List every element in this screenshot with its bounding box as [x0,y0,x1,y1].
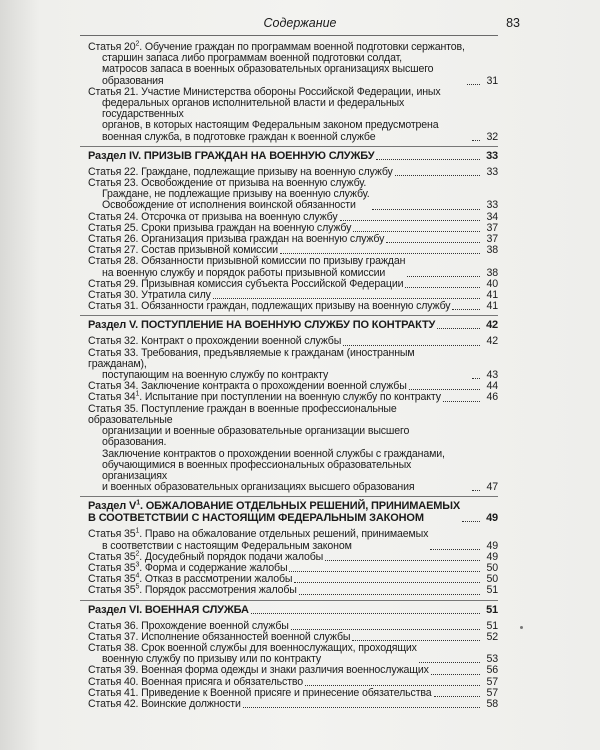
toc-entry-text: Статья 25. Сроки призыва граждан на военную службу [88,221,352,234]
toc-entry-text: Статья 31. Обязанности граждан, подлежащих призыву на военную службу [88,300,451,313]
toc-entry-page: 49 [486,550,498,563]
dot-leader [251,613,480,614]
toc-entry-text: старшин запаса либо программам военной подготовки солдат, [102,52,402,65]
dot-leader [343,345,480,346]
toc-entry-text: обучающимися в военных профессиональных образовательных организациях [102,458,412,482]
toc-entry-text: Статья 28. Обязанности призывной комиссии по призыву граждан [88,255,406,268]
dot-leader [452,309,480,310]
toc-entry-page: 42 [486,319,498,332]
toc-entry-page: 51 [486,603,498,616]
toc-entry [88,529,498,551]
toc-entry-text: Заключение контрактов о прохождении военной службы с гражданами, [102,447,445,460]
dot-leader [437,328,480,329]
toc-entry-text: Статья 38. Срок военной службы для военнослужащих, проходящих [88,641,417,654]
toc-entry-title [88,643,417,665]
section-divider [80,146,498,147]
dot-leader [340,220,480,221]
toc-section-heading [88,604,498,616]
toc-entry-line [88,512,460,524]
toc-entry-page: 32 [486,130,498,143]
toc-entry-line [88,585,297,596]
toc-entry-page: 49 [486,512,498,525]
toc-list [88,42,498,710]
toc-entry-page: 38 [486,266,498,279]
toc-entry-title [88,256,405,278]
dot-leader [213,298,480,299]
toc-entry-line [88,500,460,512]
dot-leader [405,287,480,288]
dot-leader [472,140,480,141]
section-divider [80,600,498,601]
toc-entry [88,87,498,143]
dot-leader [372,209,480,210]
dot-leader [291,629,480,630]
toc-entry-text: Статья 40. Военная присяга и обязательство [88,675,303,688]
toc-entry [88,404,498,494]
section-divider [80,496,498,497]
toc-entry [88,643,498,665]
dot-leader [299,594,480,595]
toc-entry-title [88,178,370,212]
dot-leader [280,253,480,254]
toc-entry-text: Освобождение от исполнения воинской обязанности [102,199,356,212]
toc-entry-title [88,500,460,524]
toc-entry-title [88,404,470,494]
toc-entry-page: 43 [486,369,498,382]
toc-entry-text: . Порядок рассмотрения жалобы [139,584,297,597]
toc-entry-text: Раздел V. ПОСТУПЛЕНИЕ НА ВОЕННУЮ СЛУЖБУ ПО КОНТРАКТУ [88,319,436,332]
toc-entry-text: Статья 36. Прохождение военной службы [88,619,289,632]
dot-leader [434,696,480,697]
toc-entry-text: военную службу по призыву или по контракту [102,653,321,666]
toc-entry-page: 50 [486,561,498,574]
toc-entry-line [88,699,241,710]
dot-leader [305,685,480,686]
toc-entry-text: Статья 35. Поступление граждан в военные профессиональные образовательные [88,402,397,426]
toc-entry-text: Статья 33. Требования, предъявляемые к гражданам (иностранным гражданам), [88,346,415,370]
running-header [80,16,520,34]
dot-leader [352,640,480,641]
toc-entry-text: организации и военные образовательные организации высшего образования. [102,425,410,449]
table-of-contents [88,42,498,710]
toc-entry-title [88,348,470,382]
toc-entry-text: . Форма и содержание жалобы [139,561,288,574]
toc-entry-page: 33 [486,165,498,178]
toc-entry-line [88,460,470,482]
dot-leader [472,378,480,379]
toc-entry-text: федеральных органов исполнительной власти и федеральных государственных [102,97,405,121]
toc-entry-page: 47 [486,481,498,494]
toc-entry-page: 52 [486,630,498,643]
toc-entry-title [88,319,435,331]
toc-entry-text: Статья 35 [88,573,136,586]
section-divider [80,315,498,316]
superscript: 3 [135,561,140,569]
toc-entry-text: Статья 39. Военная форма одежды и знаки различия военнослужащих [88,664,429,677]
toc-entry-text: Статья 30. Утратила силу [88,289,211,302]
dot-leader [294,582,480,583]
dot-leader [419,662,480,663]
toc-entry-text: . Отказ в рассмотрении жалобы [139,573,293,586]
toc-entry-line [88,348,470,370]
toc-entry-text: Статья 35 [88,550,136,563]
toc-entry-text: Статья 42. Воинские должности [88,697,241,710]
toc-entry-page: 33 [486,149,498,162]
toc-entry-text: Статья 26. Организация призыва граждан на военную службу [88,233,385,246]
toc-entry-text: Статья 22. Граждане, подлежащие призыву на военную службу [88,165,393,178]
dot-leader [289,571,480,572]
toc-entry-page: 53 [486,653,498,666]
toc-entry-page: 49 [486,539,498,552]
toc-entry [88,585,498,596]
toc-entry-page: 50 [486,573,498,586]
toc-entry-page: 51 [486,584,498,597]
toc-entry-page: 46 [486,391,498,404]
dot-leader [376,159,480,160]
toc-entry-text: Граждане, не подлежащие призыву на военную службу. [102,188,370,201]
superscript: 4 [135,572,140,580]
toc-entry-text: Статья 35 [88,584,136,597]
toc-entry [88,256,498,278]
toc-entry [88,699,498,710]
toc-entry-text: Раздел IV. ПРИЗЫВ ГРАЖДАН НА ВОЕННУЮ СЛУЖБУ [88,149,375,162]
running-header-title: Содержание [263,16,337,30]
dot-leader [443,401,480,402]
toc-entry-text: Статья 37. Исполнение обязанностей военной службы [88,630,351,643]
toc-entry-page: 38 [486,244,498,257]
toc-entry-page: 37 [486,221,498,234]
toc-entry-title [88,150,374,162]
toc-entry-text: Статья 32. Контракт о прохождении военной службы [88,335,342,348]
toc-entry-line [88,426,470,448]
toc-entry-text: на военную службу и порядок работы призывной комиссии [102,266,386,279]
toc-entry-title [88,301,450,312]
dot-leader [467,84,480,85]
dot-leader [462,521,480,522]
toc-entry-title [88,604,249,616]
dot-leader [243,707,480,708]
toc-entry-page: 57 [486,686,498,699]
toc-entry-text: органов, в которых настоящим Федеральным законом предусмотрена [102,119,439,132]
dot-leader [472,490,480,491]
toc-entry-text: Статья 21. Участие Министерства обороны Российской Федерации, иных [88,85,441,98]
toc-entry-title [88,529,428,551]
toc-entry-page: 56 [486,664,498,677]
toc-entry-line [88,604,249,616]
toc-entry-text: Статья 34 [88,391,136,404]
toc-entry-line [88,319,435,331]
toc-entry [88,178,498,212]
toc-entry-text: Статья 34. Заключение контракта о прохождении военной службы [88,380,407,393]
toc-entry-text: военная служба, в подготовке граждан к военной службе [102,130,376,143]
toc-entry-text: в соответствии с настоящим Федеральным законом [102,539,352,552]
toc-entry-text: . Досудебный порядок подачи жалобы [139,550,324,563]
toc-entry-text: Статья 35 [88,528,136,541]
toc-entry-page: 57 [486,675,498,688]
toc-entry-text: Статья 27. Состав призывной комиссии [88,244,278,257]
toc-entry-text: матросов запаса в военных образовательных организациях высшего [102,63,434,76]
dot-leader [407,276,480,277]
toc-entry-page: 58 [486,697,498,710]
dot-leader [353,231,480,232]
toc-entry-page: 42 [486,335,498,348]
toc-entry-text: Статья 35 [88,561,136,574]
toc-entry-line [88,404,470,426]
toc-entry-text: Статья 20 [88,41,136,53]
toc-entry-text: Раздел VI. ВОЕННАЯ СЛУЖБА [88,603,249,616]
toc-entry-page: 44 [486,380,498,393]
dot-leader [386,242,480,243]
toc-entry-page: 40 [486,277,498,290]
toc-entry-text: Статья 24. Отсрочка от призыва на военную службу [88,210,338,223]
toc-section-heading [88,319,498,331]
toc-entry-title [88,42,465,87]
toc-entry-page: 41 [486,289,498,302]
toc-entry-text: Статья 23. Освобождение от призыва на военную службу. [88,177,367,190]
dot-leader [395,175,480,176]
toc-entry-page: 37 [486,233,498,246]
toc-entry-line [88,132,470,143]
toc-entry-page: 31 [486,74,498,87]
toc-entry-text: и военных образовательных организациях высшего образования [102,481,415,494]
dot-leader [430,549,480,550]
toc-entry-line [88,98,470,120]
toc-entry-text: Статья 41. Приведение к Военной присяге и принесение обязательства [88,686,432,699]
toc-entry-text: Статья 29. Призывная комиссия субъекта Российской Федерации [88,277,404,290]
superscript: 1 [135,527,140,535]
toc-entry [88,301,498,312]
dot-leader [325,560,480,561]
toc-entry-text: В СООТВЕТСТВИИ С НАСТОЯЩИМ ФЕДЕРАЛЬНЫМ ЗАКОНОМ [88,512,424,525]
toc-entry-text: поступающим на военную службу по контракту [102,369,329,382]
toc-entry-line [88,150,374,162]
toc-entry-page: 34 [486,210,498,223]
toc-entry-text: . Испытание при поступлении на военную службу по контракту [139,391,441,404]
toc-entry-page: 51 [486,619,498,632]
toc-entry-page: 33 [486,199,498,212]
superscript: 1 [136,499,140,507]
superscript: 2 [135,40,140,48]
dot-leader [431,674,480,675]
toc-entry-title [88,699,241,710]
page-number: 83 [506,16,520,30]
toc-entry-text: . ОБЖАЛОВАНИЕ ОТДЕЛЬНЫХ РЕШЕНИЙ, ПРИНИМАЕМЫХ [139,500,461,513]
toc-section-heading [88,150,498,162]
toc-entry-title [88,87,470,143]
toc-section-heading [88,500,498,524]
superscript: 2 [135,550,140,558]
toc-entry-line [88,482,470,493]
header-rule [80,35,498,36]
toc-entry-text: . Обучение граждан по программам военной подготовки сержантов, [139,41,465,53]
page-speck [520,626,523,629]
superscript: 1 [135,390,140,398]
toc-entry-title [88,585,297,596]
toc-entry [88,348,498,382]
toc-entry-text: Раздел V [88,500,137,513]
toc-entry-text: образования [102,74,164,87]
toc-entry-page: 41 [486,300,498,313]
toc-entry [88,42,498,87]
toc-entry-line [88,301,450,312]
superscript: 5 [135,583,140,591]
toc-entry-text: . Право на обжалование отдельных решений, принимаемых [139,528,429,541]
